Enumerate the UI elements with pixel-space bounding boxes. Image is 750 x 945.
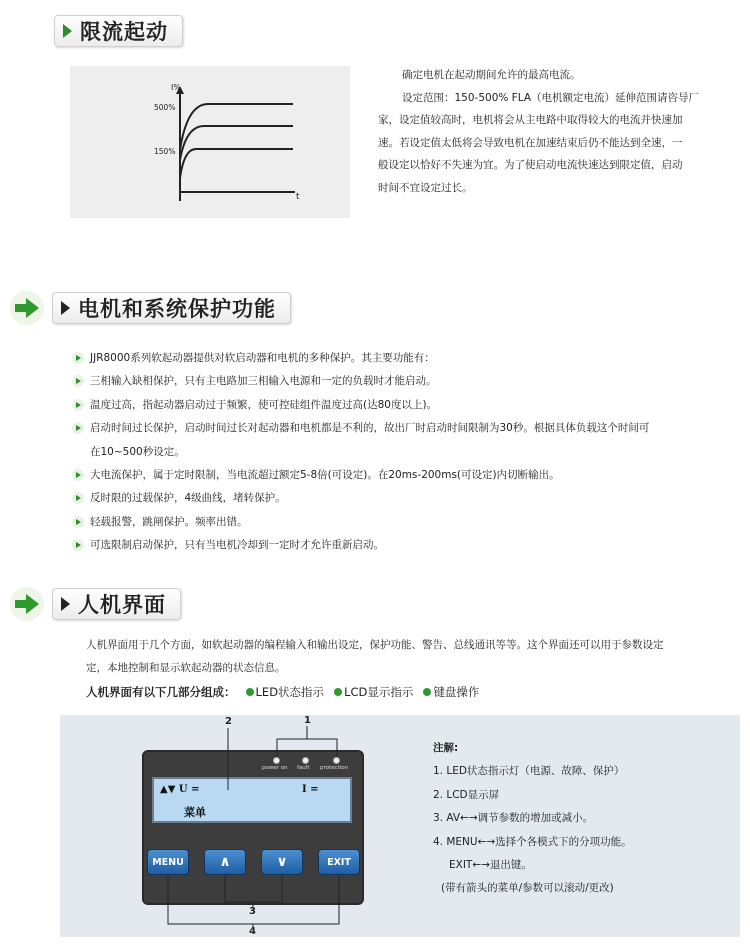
section3-header bbox=[10, 587, 181, 621]
green-triangle-icon bbox=[63, 24, 72, 38]
hmi-intro-line: 定，本地控制和显示软起动器的状态信息。 bbox=[86, 662, 286, 674]
led-label-fault: fault bbox=[297, 765, 310, 771]
section1-para-line: 时间不宜设定过长。 bbox=[378, 181, 473, 194]
list-item bbox=[70, 347, 740, 370]
green-arrow-icon bbox=[10, 587, 44, 621]
led-fault-icon bbox=[302, 757, 309, 764]
section1-para-line: 确定电机在起动期间允许的最高电流。 bbox=[402, 69, 581, 81]
list-item-text: 反时限的过载保护，4级曲线，堵转保护。 bbox=[90, 492, 286, 505]
list-item-text: 温度过高，指起动器启动过于频繁，使可控硅组件温度过高(达80度以上)。 bbox=[90, 398, 438, 411]
list-item bbox=[70, 394, 740, 417]
chart-label-500: 500% bbox=[154, 103, 176, 112]
hmi-component-led: LED状态指示 bbox=[255, 685, 325, 699]
lcd-screen bbox=[152, 777, 352, 823]
led-protection-icon bbox=[333, 757, 340, 764]
list-item bbox=[70, 534, 740, 557]
hmi-component-keypad: 键盘操作 bbox=[433, 685, 480, 699]
current-limit-chart bbox=[70, 66, 350, 218]
notes-block bbox=[433, 737, 733, 901]
list-item bbox=[70, 417, 740, 464]
chart-x-label: t bbox=[296, 192, 300, 202]
protection-list bbox=[70, 347, 740, 558]
section2-title-box bbox=[52, 292, 291, 324]
black-triangle-icon bbox=[61, 301, 70, 315]
chart-y-label: I% bbox=[171, 83, 181, 92]
led-power-icon bbox=[273, 757, 280, 764]
section3-title: 人机界面 bbox=[78, 593, 166, 617]
list-item bbox=[70, 511, 740, 534]
down-button[interactable]: ∨ bbox=[261, 849, 303, 875]
hmi-components-label: 人机界面有以下几部分组成： bbox=[86, 685, 236, 699]
note-line: (带有箭头的菜单/参数可以滚动/更改) bbox=[441, 882, 614, 895]
green-dot-icon bbox=[423, 688, 431, 696]
callout-2: 2 bbox=[225, 716, 232, 727]
bullet-arrow-icon bbox=[72, 399, 84, 411]
lcd-line1-right: I = bbox=[302, 784, 319, 795]
callout-3: 3 bbox=[249, 906, 256, 917]
hmi-components bbox=[86, 684, 479, 700]
chart-curve-mid bbox=[180, 126, 293, 160]
list-item-text: 大电流保护，属于定时限制，当电流超过额定5-8倍(可设定)。在20ms-200ms(可设定)内切断输出。 bbox=[90, 469, 560, 482]
chart-curve-low bbox=[180, 149, 293, 178]
section1-para-line: 设定范围：150-500% FLA（电机额定电流）延伸范围请咨导厂 bbox=[402, 91, 699, 104]
callout-4: 4 bbox=[249, 926, 256, 937]
list-item-text: 可选限制启动保护，只有当电机冷却到一定时才允许重新启动。 bbox=[90, 539, 384, 552]
note-line: EXIT←→退出键。 bbox=[449, 859, 532, 872]
list-item bbox=[70, 464, 740, 487]
hmi-intro bbox=[86, 634, 744, 680]
green-dot-icon bbox=[334, 688, 342, 696]
up-button[interactable]: ∧ bbox=[204, 849, 246, 875]
list-item-text: JJR8000系列软起动器提供对软启动器和电机的多种保护。其主要功能有： bbox=[90, 352, 435, 364]
notes-title: 注解: bbox=[433, 742, 459, 754]
bullet-arrow-icon bbox=[72, 516, 84, 528]
section2-header bbox=[10, 291, 291, 325]
section1-para-line: 般设定以恰好不失速为宜。为了使启动电流快速达到限定值，启动 bbox=[378, 159, 683, 171]
black-triangle-icon bbox=[61, 597, 70, 611]
bullet-arrow-icon bbox=[72, 352, 84, 364]
led-label-protection: protection bbox=[320, 765, 349, 771]
section2-title: 电机和系统保护功能 bbox=[78, 297, 276, 321]
section1-para-line: 家，设定值较高时，电机将会从主电路中取得较大的电流并快速加 bbox=[378, 114, 683, 126]
lcd-line1-left: ▲▼ U = bbox=[160, 784, 200, 795]
list-item bbox=[70, 487, 740, 510]
section1-title-box bbox=[54, 15, 183, 47]
led-label-power: power on bbox=[262, 765, 288, 771]
section1-header bbox=[54, 15, 183, 47]
list-item bbox=[70, 370, 740, 393]
green-dot-icon bbox=[246, 688, 254, 696]
note-line: 2. LCD显示屏 bbox=[433, 788, 500, 801]
bullet-arrow-icon bbox=[72, 375, 84, 387]
note-line: 3. AV←→调节参数的增加或减小。 bbox=[433, 812, 594, 825]
list-item-text: 轻载报警，跳闸保护。频率出错。 bbox=[90, 515, 248, 528]
exit-button[interactable]: EXIT bbox=[318, 849, 360, 875]
section1-para-line: 速。若设定值太低将会导致电机在加速结束后仍不能达到全速，一 bbox=[378, 136, 683, 149]
bullet-arrow-icon bbox=[72, 492, 84, 504]
chart-label-150: 150% bbox=[154, 147, 176, 156]
list-item-text: 启动时间过长保护，启动时间过长对起动器和电机都是不利的，故出厂时启动时间限制为30秒。根据具体负载这个时间可 bbox=[90, 422, 650, 435]
section3-title-box bbox=[52, 588, 181, 620]
bullet-arrow-icon bbox=[72, 539, 84, 551]
section1-description bbox=[378, 64, 743, 199]
list-item-text: 在10~500秒设定。 bbox=[90, 445, 185, 458]
list-item-text: 三相输入缺相保护，只有主电路加三相输入电源和一定的负载时才能启动。 bbox=[90, 375, 437, 388]
note-line: 1. LED状态指示灯（电源、故障、保护） bbox=[433, 765, 625, 778]
hmi-intro-line: 人机界面用于几个方面，如软起动器的编程输入和输出设定，保护功能、警告、总线通讯等等。这个界面还可以用于参数设定 bbox=[86, 639, 664, 651]
lcd-line2: 菜单 bbox=[184, 806, 206, 819]
bullet-arrow-icon bbox=[72, 469, 84, 481]
keypad-device bbox=[142, 750, 364, 905]
hmi-component-lcd: LCD显示指示 bbox=[344, 685, 414, 699]
bullet-arrow-icon bbox=[72, 422, 84, 434]
note-line: 4. MENU←→选择个各模式下的分项功能。 bbox=[433, 835, 632, 848]
green-arrow-icon bbox=[10, 291, 44, 325]
current-limit-chart-svg bbox=[70, 66, 350, 218]
menu-button[interactable]: MENU bbox=[147, 849, 189, 875]
callout-1: 1 bbox=[304, 715, 311, 726]
section1-title: 限流起动 bbox=[80, 20, 168, 44]
